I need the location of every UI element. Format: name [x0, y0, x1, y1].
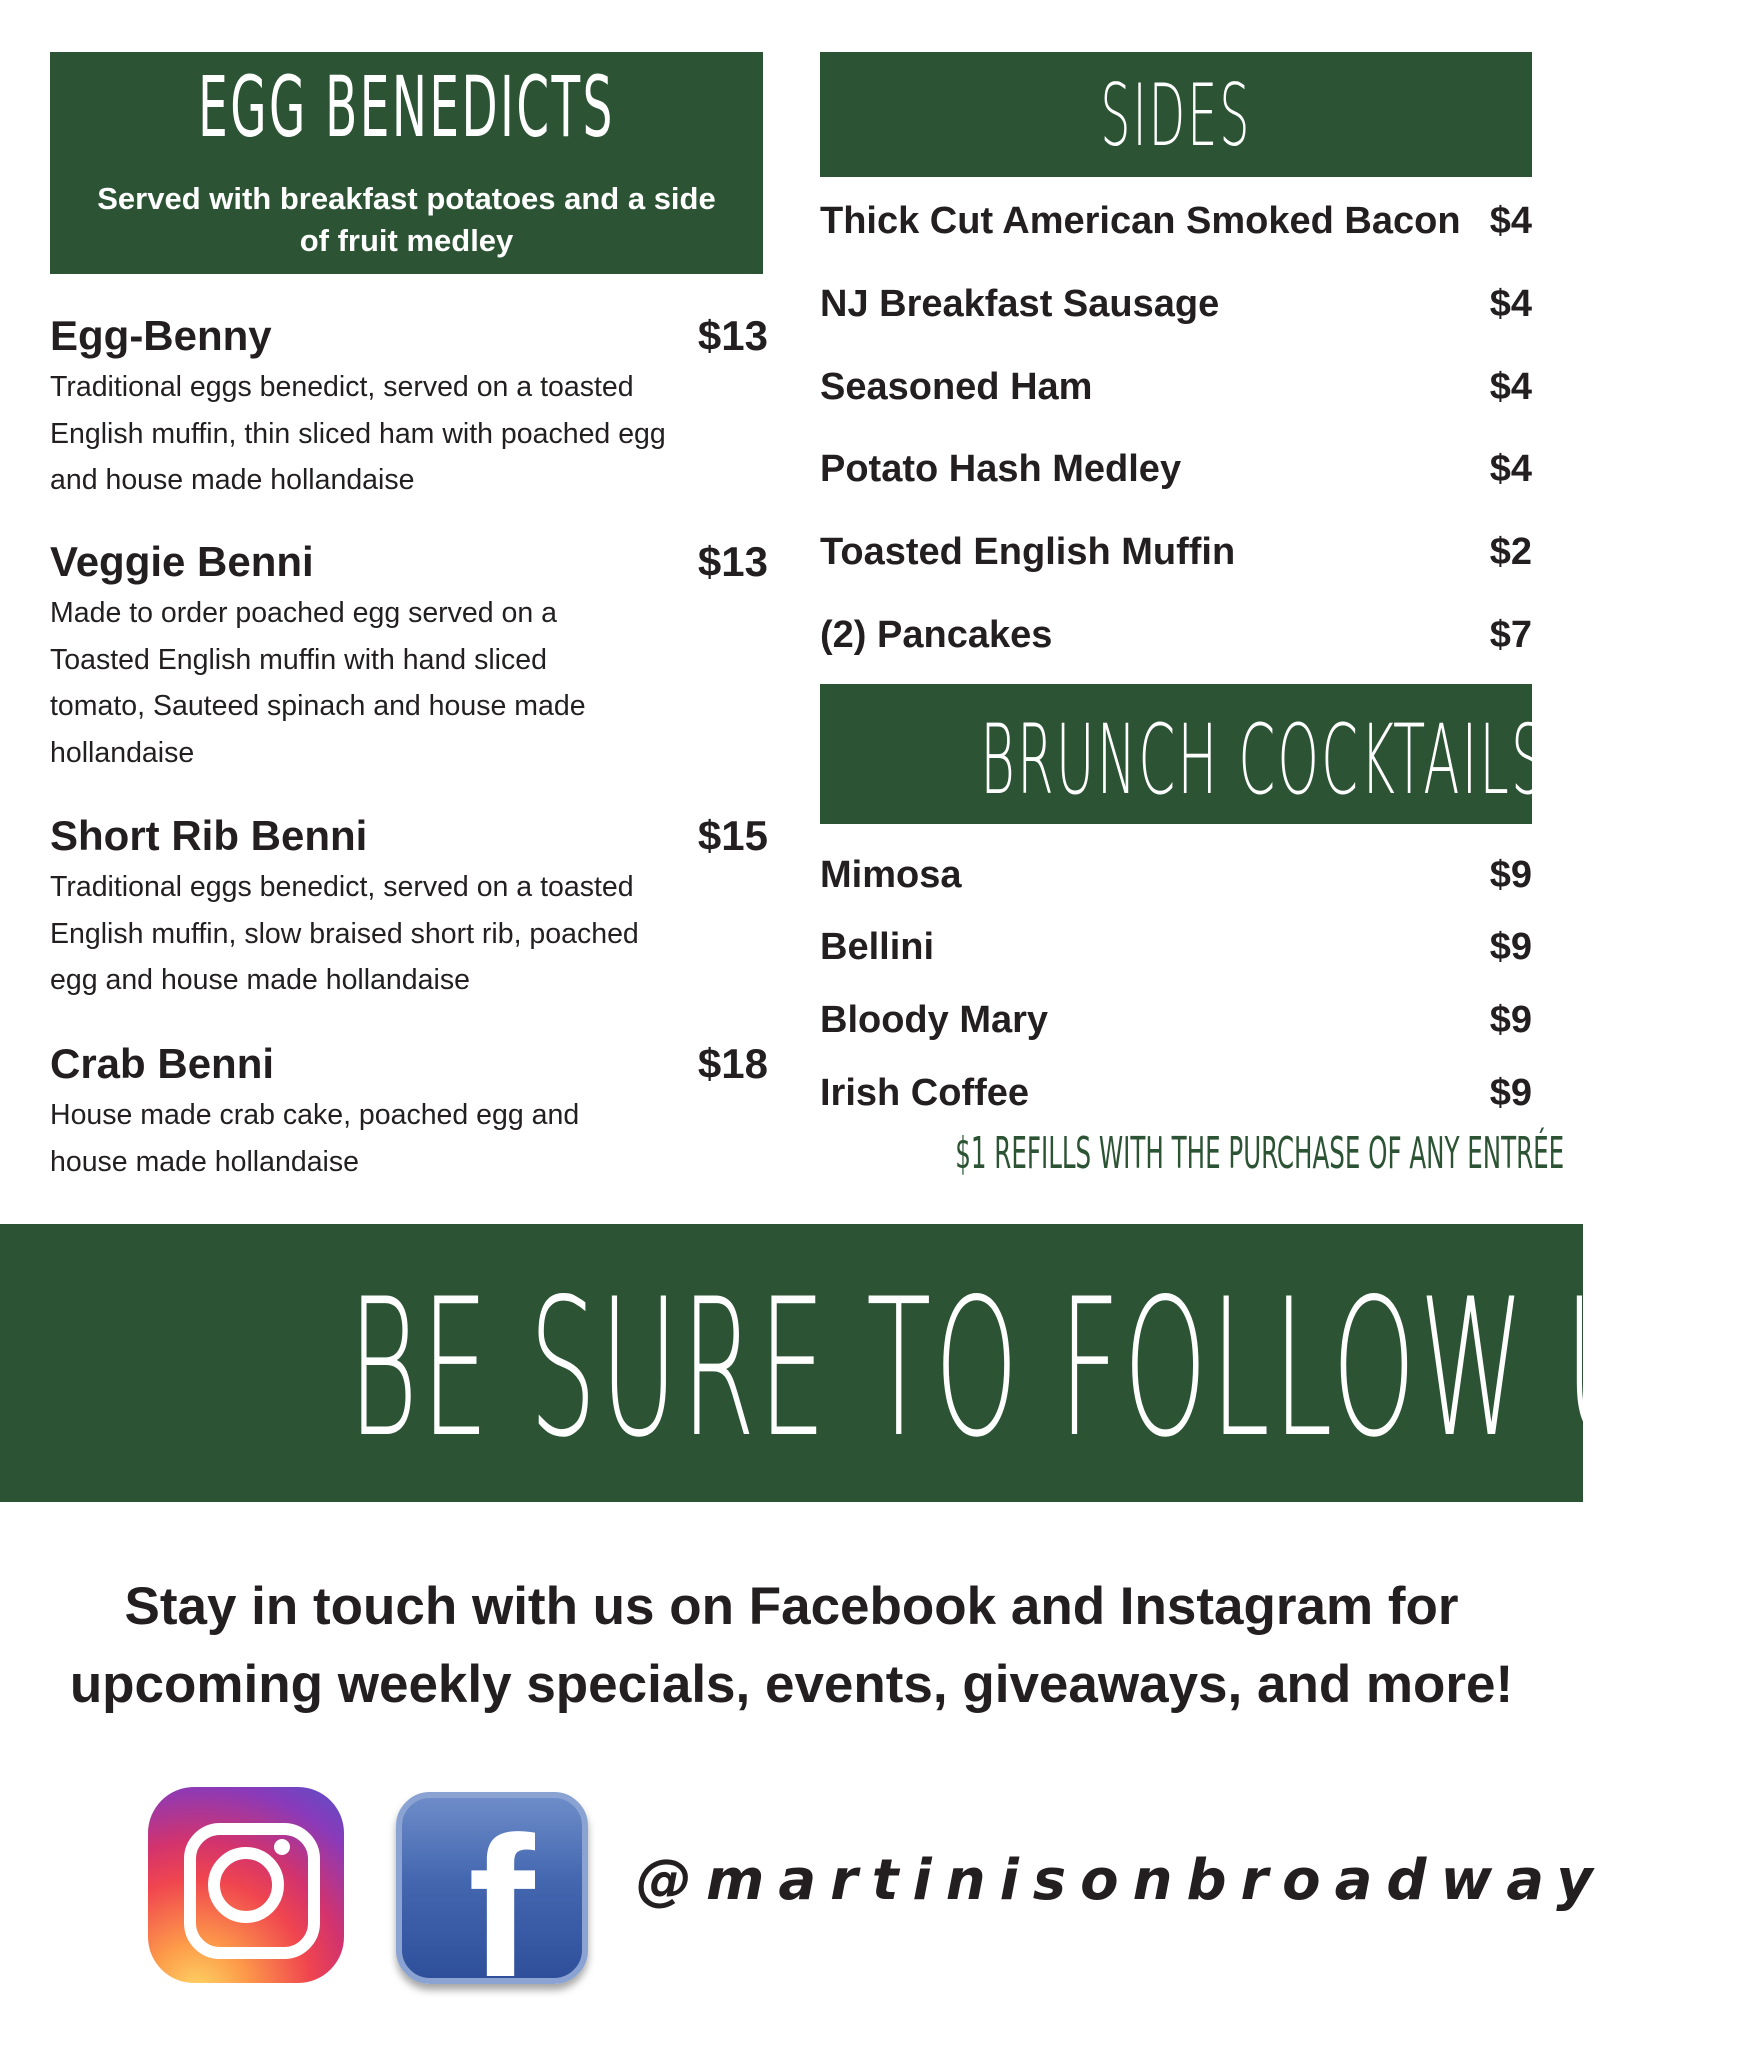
cocktail-name: Mimosa [820, 854, 962, 896]
item-description: House made crab cake, poached egg and house made hollandaise [50, 1099, 580, 1178]
cocktail-price: $9 [1489, 1072, 1532, 1114]
side-name: (2) Pancakes [820, 614, 1053, 656]
side-name: Potato Hash Medley [820, 448, 1182, 490]
cocktail-item [820, 854, 1532, 904]
item-name: Egg-Benny [50, 312, 272, 359]
egg-benedicts-title: EGG BENEDICTS [198, 58, 615, 156]
item-description: Traditional eggs benedict, served on a toasted English muffin, thin sliced ham with poached egg and house made hollandaise [50, 371, 666, 496]
side-item [820, 366, 1532, 416]
side-name: Seasoned Ham [820, 366, 1093, 408]
menu-item-crab-benni [50, 1040, 768, 1185]
follow-title: BE SURE TO FOLLOW US! [348, 1258, 1763, 1479]
cocktail-item [820, 1072, 1532, 1122]
cocktail-price: $9 [1489, 926, 1532, 968]
menu-item-egg-benny [50, 312, 768, 504]
instagram-icon [148, 1787, 344, 1983]
cocktails-title: BRUNCH COCKTAILS [980, 704, 1547, 816]
item-price: $15 [697, 812, 768, 859]
item-price: $13 [697, 538, 768, 585]
refills-note: $1 REFILLS WITH THE PURCHASE OF ANY ENTRÉE [955, 1128, 1565, 1179]
side-item [820, 283, 1532, 333]
cocktail-item [820, 999, 1532, 1049]
menu-item-short-rib-benni [50, 812, 768, 1004]
item-description: Traditional eggs benedict, served on a toasted English muffin, slow braised short rib, poached egg and house made hollandaise [50, 871, 639, 996]
facebook-f-glyph: f [468, 1796, 535, 2019]
item-price: $18 [697, 1040, 768, 1087]
sides-header [820, 52, 1532, 177]
side-name: NJ Breakfast Sausage [820, 283, 1220, 325]
item-description: Made to order poached egg served on a Toasted English muffin with hand sliced tomato, Sauteed spinach and house made hollandaise [50, 597, 586, 769]
item-name: Crab Benni [50, 1040, 275, 1087]
side-item [820, 614, 1532, 664]
side-price: $4 [1489, 200, 1532, 242]
side-price: $7 [1489, 614, 1532, 656]
side-price: $4 [1489, 283, 1532, 325]
follow-banner [0, 1224, 1763, 1502]
sides-title: SIDES [1100, 66, 1252, 166]
cocktail-name: Irish Coffee [820, 1072, 1030, 1114]
cocktails-header [820, 684, 1547, 824]
side-price: $2 [1489, 531, 1532, 573]
social-handle: @martinisonbroadway [636, 1848, 1607, 1913]
menu-item-veggie-benni [50, 538, 768, 776]
cocktail-item [820, 926, 1532, 976]
side-price: $4 [1489, 448, 1532, 490]
item-name: Short Rib Benni [50, 812, 368, 859]
social-message: Stay in touch with us on Facebook and Instagram for upcoming weekly specials, events, giveaways, and more! [69, 1577, 1514, 1714]
side-price: $4 [1489, 366, 1532, 408]
egg-benedicts-subtitle: Served with breakfast potatoes and a side of fruit medley [97, 181, 716, 258]
cocktail-price: $9 [1489, 999, 1532, 1041]
side-item [820, 448, 1532, 498]
instagram-dot [274, 1839, 290, 1855]
item-name: Veggie Benni [50, 538, 314, 585]
facebook-icon [396, 1792, 588, 2019]
cocktail-price: $9 [1489, 854, 1532, 896]
instagram-lens [208, 1847, 284, 1923]
item-price: $13 [697, 312, 768, 359]
side-name: Thick Cut American Smoked Bacon [820, 200, 1461, 242]
cocktail-name: Bloody Mary [820, 999, 1049, 1041]
side-item [820, 531, 1532, 581]
cocktail-name: Bellini [820, 926, 935, 968]
side-name: Toasted English Muffin [820, 531, 1236, 573]
side-item [820, 200, 1532, 250]
egg-benedicts-header [50, 52, 763, 274]
